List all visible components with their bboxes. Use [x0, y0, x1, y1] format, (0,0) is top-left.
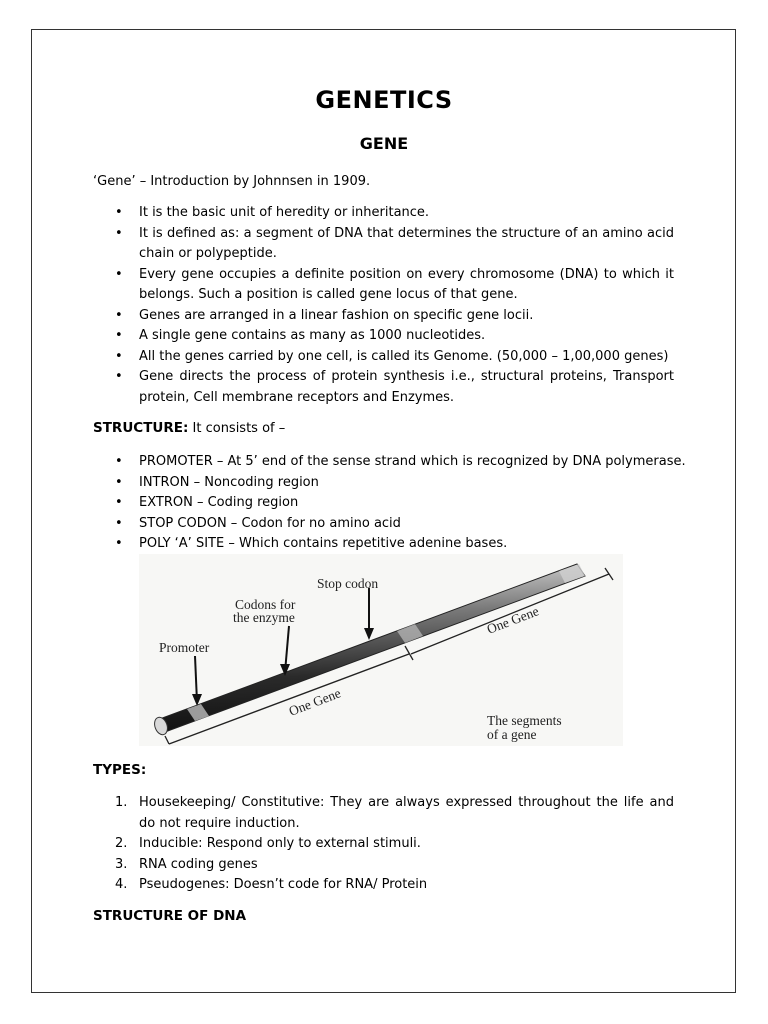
list-item: • It is the basic unit of heredity or inheritance. — [93, 203, 674, 224]
list-number: 3. — [115, 856, 128, 872]
list-item: • POLY ‘A’ SITE – Which contains repetitive adenine bases. — [93, 534, 693, 555]
label-one-gene-lower: One Gene — [286, 685, 343, 719]
list-item — [93, 855, 674, 876]
list-item: • All the genes carried by one cell, is called its Genome. (50,000 – 1,00,000 genes) — [93, 347, 674, 368]
list-item: • STOP CODON – Codon for no amino acid — [93, 514, 693, 535]
list-number: 1. — [115, 795, 128, 810]
structure-label: STRUCTURE: — [93, 420, 189, 436]
list-item: • Gene directs the process of protein synthesis i.e., structural proteins, Transport protein, Cell membrane receptors and Enzymes. — [93, 367, 674, 408]
gene-points-list — [93, 203, 674, 408]
label-stop-codon: Stop codon — [317, 576, 379, 591]
label-codons-line2: the enzyme — [233, 610, 295, 625]
types-label: TYPES: — [93, 762, 147, 778]
intro-text: ‘Gene’ – Introduction by Johnnsen in 1909. — [93, 174, 371, 189]
list-item: • A single gene contains as many as 1000 nucleotides. — [93, 326, 674, 347]
list-item — [93, 834, 674, 855]
gene-segments-figure — [139, 554, 623, 746]
list-item — [93, 875, 674, 896]
list-item: • Genes are arranged in a linear fashion on specific gene locii. — [93, 306, 674, 327]
list-text: Inducible: Respond only to external stimuli. — [139, 836, 421, 851]
label-promoter: Promoter — [159, 640, 210, 655]
dna-heading-label: STRUCTURE OF DNA — [93, 908, 247, 924]
list-text: Pseudogenes: Doesn’t code for RNA/ Protein — [139, 877, 428, 892]
list-item — [93, 793, 674, 834]
types-heading — [93, 762, 146, 778]
structure-text: It consists of – — [188, 421, 286, 436]
list-item: • It is defined as: a segment of DNA that determines the structure of an amino acid chain or polypeptide. — [93, 224, 674, 265]
gene-diagram — [139, 554, 623, 746]
caption-line1: The segments — [487, 713, 562, 728]
label-one-gene-upper: One Gene — [484, 603, 541, 637]
list-item: • PROMOTER – At 5’ end of the sense strand which is recognized by DNA polymerase. — [93, 452, 693, 473]
page-subtitle: GENE — [359, 134, 409, 153]
dna-heading — [93, 908, 246, 924]
page-title: GENETICS — [315, 86, 453, 114]
list-item: • EXTRON – Coding region — [93, 493, 693, 514]
list-text: RNA coding genes — [139, 856, 258, 872]
list-item: • INTRON – Noncoding region — [93, 473, 693, 494]
list-item: • Every gene occupies a definite position on every chromosome (DNA) to which it belongs. Such a position is called gene locus of that gene. — [93, 265, 674, 306]
list-number: 4. — [115, 877, 128, 892]
types-list — [93, 793, 674, 896]
structure-list — [93, 452, 693, 555]
list-text: Housekeeping/ Constitutive: They are always expressed throughout the life and do not require induction. — [139, 795, 674, 831]
structure-heading — [93, 420, 285, 436]
caption-line2: of a gene — [487, 727, 537, 742]
label-codons-line1: Codons for — [235, 597, 296, 612]
list-number: 2. — [115, 836, 128, 851]
